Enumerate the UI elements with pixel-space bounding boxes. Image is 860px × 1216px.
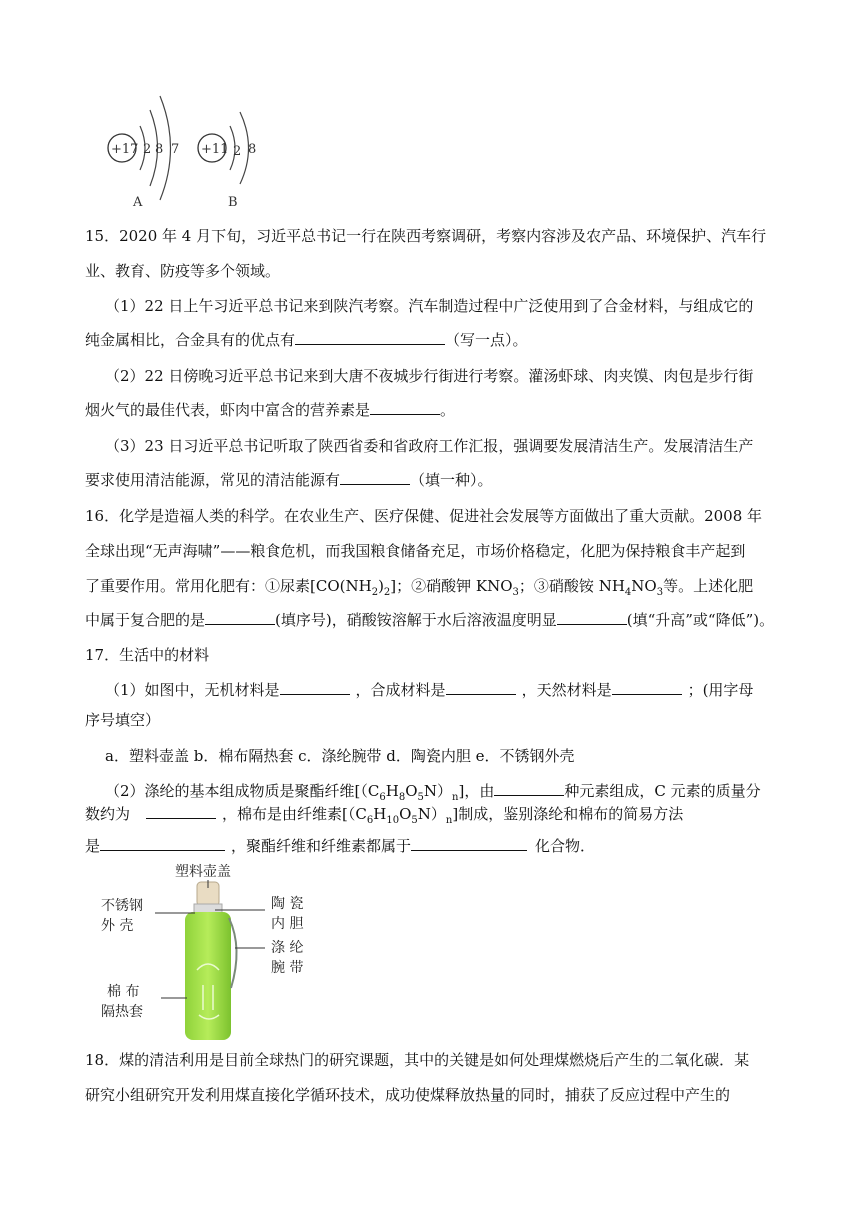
atom-b-shell-2-count: 8 xyxy=(248,142,257,157)
q15-part3-text: 要求使用清洁能源，常见的清洁能源有 xyxy=(85,471,341,489)
subscript: 6 xyxy=(366,815,374,826)
q17-text: ]，由 xyxy=(458,782,495,800)
q17-text: 化合物． xyxy=(535,837,596,855)
answer-blank[interactable] xyxy=(340,470,410,485)
label-stainless-steel-1: 不锈钢 xyxy=(101,898,143,914)
answer-blank[interactable] xyxy=(280,680,350,695)
q16-text: (填序号)，硝酸铵溶解于水后溶液温度明显 xyxy=(275,611,557,629)
subscript: 2 xyxy=(383,587,391,598)
q17-text: ，天然材料是 xyxy=(521,681,612,699)
subscript: 5 xyxy=(417,792,424,803)
atom-a-nucleus: +17 xyxy=(111,142,139,157)
q16-line-3 xyxy=(85,576,753,603)
q17-part1-line-1 xyxy=(105,680,753,700)
q17-text: ，棉布是由纤维素[（C xyxy=(222,805,367,823)
q17-text: N） xyxy=(417,805,446,823)
label-cotton-1: 棉 布 xyxy=(107,984,140,1000)
label-cotton-2: 隔热套 xyxy=(101,1004,143,1020)
subscript: 5 xyxy=(411,815,418,826)
q17-title: 17．生活中的材料 xyxy=(85,646,210,664)
q16-text: 等。上述化肥 xyxy=(663,577,754,595)
q16-text: 了重要作用。常用化肥有：①尿素[CO(NH xyxy=(85,577,372,595)
answer-blank[interactable] xyxy=(612,680,682,695)
q16-text: (填“升高”或“降低”)。 xyxy=(626,611,775,629)
q15-part3-line-2 xyxy=(85,470,493,490)
q15-part1-text: 纯金属相比，合金具有的优点有 xyxy=(85,331,296,349)
label-ceramic-1: 陶 瓷 xyxy=(271,896,304,912)
label-ceramic-2: 内 胆 xyxy=(271,916,304,932)
q15-part2-line-2 xyxy=(85,400,455,420)
thermos-figure xyxy=(95,860,325,1045)
q15-part1-line-1: （1）22 日上午习近平总书记来到陕汽考察。汽车制造过程中广泛使用到了合金材料，与组成它的 xyxy=(105,297,754,315)
subscript: n xyxy=(445,815,453,826)
subscript: 6 xyxy=(379,792,386,803)
q15-part1-hint: （写一点）。 xyxy=(445,331,528,349)
answer-blank[interactable] xyxy=(146,804,216,819)
subscript: n xyxy=(452,792,459,803)
q17-text: H xyxy=(373,805,387,823)
atom-b-nucleus: +11 xyxy=(201,142,229,157)
subscript: 3 xyxy=(656,587,664,598)
q17-part2-line-3 xyxy=(85,836,595,856)
q17-text: （1）如图中，无机材料是 xyxy=(105,681,280,699)
answer-blank[interactable] xyxy=(370,400,440,415)
answer-blank[interactable] xyxy=(411,836,527,851)
q15-part2-text: 烟火气的最佳代表，虾肉中富含的营养素是 xyxy=(85,401,371,419)
q17-text: （2）涤纶的基本组成物质是聚酯纤维[（C xyxy=(105,782,380,800)
subscript: 4 xyxy=(624,587,632,598)
subscript: 3 xyxy=(512,587,519,598)
q17-options: a．塑料壶盖 b．棉布隔热套 c．涤纶腕带 d．陶瓷内胆 e．不锈钢外壳 xyxy=(105,747,575,765)
q15-line-2: 业、教育、防疫等多个领域。 xyxy=(85,262,281,280)
q16-text: 中属于复合肥的是 xyxy=(85,611,206,629)
answer-blank[interactable] xyxy=(494,781,564,796)
atom-a-label: A xyxy=(133,195,143,210)
atom-a-shell-3-count: 7 xyxy=(171,142,180,157)
q17-text: ；(用字母 xyxy=(687,681,754,699)
q17-part1-line-2: 序号填空） xyxy=(85,711,161,729)
q15-part3-hint: （填一种）。 xyxy=(410,471,493,489)
q17-text: O xyxy=(405,782,418,800)
atom-b-shell-1-count: 2 xyxy=(233,144,242,159)
label-polyester-2: 腕 带 xyxy=(271,960,304,976)
subscript: 10 xyxy=(386,815,400,826)
answer-blank[interactable] xyxy=(205,610,275,625)
q16-line-2: 全球出现“无声海啸”——粮食危机，而我国粮食储备充足，市场价格稳定，化肥为保持粮食丰产起到 xyxy=(85,542,746,560)
thermos-body xyxy=(185,912,231,1040)
q17-text: 是 xyxy=(85,837,101,855)
q16-line-1: 16．化学是造福人类的科学。在农业生产、医疗保健、促进社会发展等方面做出了重大贡献。2008 年 xyxy=(85,507,763,525)
q16-line-4 xyxy=(85,610,774,630)
q15-part2-end: 。 xyxy=(440,401,456,419)
atom-b-label: B xyxy=(228,195,238,210)
q17-part2-line-2 xyxy=(85,804,683,831)
q17-text: H xyxy=(385,782,399,800)
answer-blank[interactable] xyxy=(100,836,225,851)
q16-text: NO xyxy=(631,577,657,595)
q15-part1-line-2 xyxy=(85,330,528,350)
q16-text: ) xyxy=(378,577,384,595)
label-stainless-steel-2: 外 壳 xyxy=(101,918,134,934)
q17-text: 种元素组成，C 元素的质量分 xyxy=(564,782,761,800)
q15-part2-line-1: （2）22 日傍晚习近平总书记来到大唐不夜城步行街进行考察。灌汤虾球、肉夹馍、肉包是步行街 xyxy=(105,367,754,385)
q17-text: ，聚酯纤维和纤维素都属于 xyxy=(231,837,412,855)
atom-a-shell-1-count: 2 xyxy=(143,142,152,157)
q16-text: ；③硝酸铵 NH xyxy=(518,577,625,595)
label-plastic-lid: 塑料壶盖 xyxy=(175,864,231,880)
q18-line-2: 研究小组研究开发利用煤直接化学循环技术，成功使煤释放热量的同时，捕获了反应过程中产生的 xyxy=(85,1086,731,1104)
subscript: 2 xyxy=(371,587,379,598)
q15-line-1: 15．2020 年 4 月下旬，习近平总书记一行在陕西考察调研，考察内容涉及农产品、环境保护、汽车行 xyxy=(85,227,767,245)
q17-text: N） xyxy=(423,782,453,800)
answer-blank[interactable] xyxy=(557,610,627,625)
answer-blank[interactable] xyxy=(446,680,516,695)
q17-text: 数约为 xyxy=(85,805,131,823)
atom-a-shell-2-count: 8 xyxy=(155,142,164,157)
q17-text: ]制成，鉴别涤纶和棉布的简易方法 xyxy=(452,805,684,823)
q18-line-1: 18．煤的清洁利用是目前全球热门的研究课题，其中的关键是如何处理煤燃烧后产生的二氧化碳．某 xyxy=(85,1051,750,1069)
atom-structure-figure xyxy=(95,88,280,213)
q17-text: O xyxy=(399,805,412,823)
answer-blank[interactable] xyxy=(295,330,445,345)
label-polyester-1: 涤 纶 xyxy=(271,940,304,956)
subscript: 8 xyxy=(398,792,406,803)
q15-part3-line-1: （3）23 日习近平总书记听取了陕西省委和省政府工作汇报，强调要发展清洁生产。发展清洁生产 xyxy=(105,437,754,455)
q16-text: ]；②硝酸钾 KNO xyxy=(390,577,513,595)
q17-text: ，合成材料是 xyxy=(355,681,446,699)
